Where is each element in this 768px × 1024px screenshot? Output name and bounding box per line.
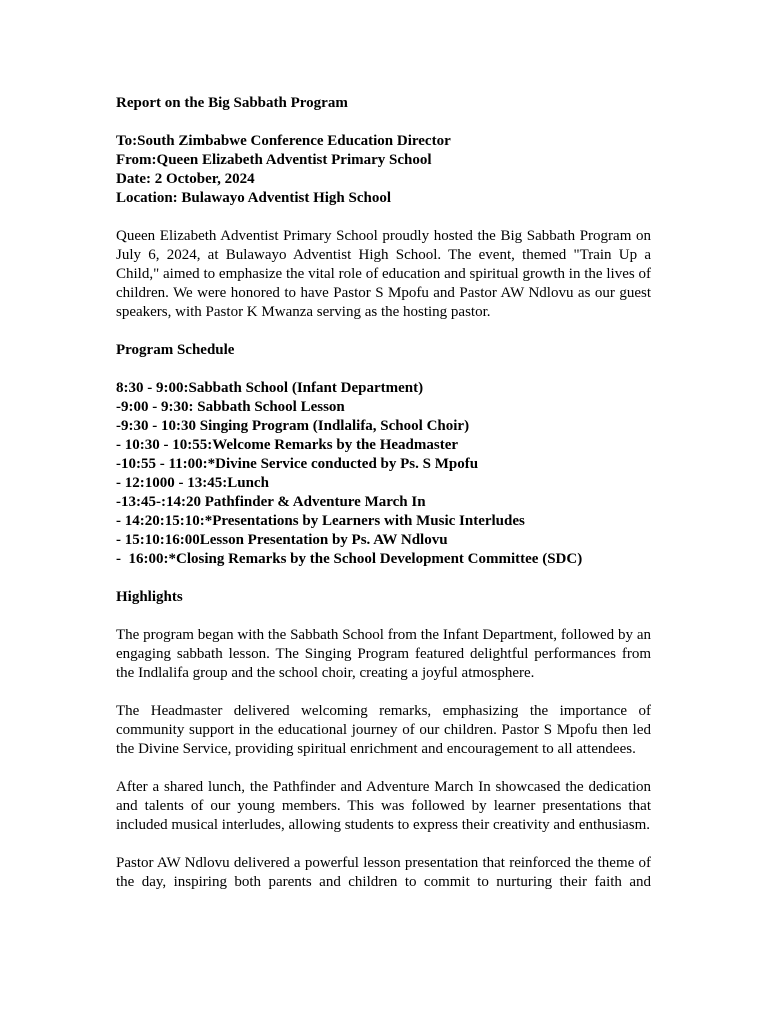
schedule-item: -9:00 - 9:30: Sabbath School Lesson bbox=[116, 399, 345, 415]
spacer bbox=[116, 835, 651, 854]
header-date: Date: 2 October, 2024 bbox=[116, 171, 255, 187]
spacer bbox=[116, 208, 651, 227]
highlight-paragraph: The Headmaster delivered welcoming remarks, emphasizing the importance of community support in the educational journey of our children. Pastor S Mpofu then led the Divine Service, providing spiritual enrichment and encouragement to all attendees. bbox=[116, 703, 651, 757]
spacer bbox=[116, 322, 651, 341]
report-title: Report on the Big Sabbath Program bbox=[116, 95, 348, 111]
schedule-item: -10:55 - 11:00:*Divine Service conducted by Ps. S Mpofu bbox=[116, 456, 479, 472]
spacer bbox=[116, 759, 651, 778]
spacer bbox=[116, 569, 651, 588]
schedule-item: - 10:30 - 10:55:Welcome Remarks by the Headmaster bbox=[116, 437, 459, 453]
schedule-item: 8:30 - 9:00:Sabbath School (Infant Department) bbox=[116, 380, 424, 396]
spacer bbox=[116, 607, 651, 626]
highlight-paragraph: The program began with the Sabbath School from the Infant Department, followed by an engaging sabbath lesson. The Singing Program featured delightful performances from the Indlalifa group and the school choir, creating a joyful atmosphere. bbox=[116, 627, 651, 681]
report-header bbox=[116, 132, 651, 208]
highlight-paragraph: After a shared lunch, the Pathfinder and Adventure March In showcased the dedication and talents of our young members. This was followed by learner presentations that included musical interludes, allowing students to express their creativity and enthusiasm. bbox=[116, 779, 651, 833]
intro-paragraph: Queen Elizabeth Adventist Primary School proudly hosted the Big Sabbath Program on July 6, 2024, at Bulawayo Adventist High School. The event, themed "Train Up a Child," aimed to emphasize the vital role of education and spiritual growth in the lives of children. We were honored to have Pastor S Mpofu and Pastor AW Ndlovu as our guest speakers, with Pastor K Mwanza serving as the hosting pastor. bbox=[116, 228, 651, 320]
schedule-item: - 15:10:16:00Lesson Presentation by Ps. AW Ndlovu bbox=[116, 532, 448, 548]
schedule-item: - 14:20:15:10:*Presentations by Learners with Music Interludes bbox=[116, 513, 525, 529]
schedule-heading: Program Schedule bbox=[116, 342, 235, 358]
header-to: To:South Zimbabwe Conference Education Director bbox=[116, 133, 451, 149]
highlight-paragraph: Pastor AW Ndlovu delivered a powerful lesson presentation that reinforced the theme of the day, inspiring both parents and children to commit to nurturing their faith and bbox=[116, 855, 651, 890]
schedule-item: -9:30 - 10:30 Singing Program (Indlalifa, School Choir) bbox=[116, 418, 470, 434]
spacer bbox=[116, 360, 651, 379]
schedule-list bbox=[116, 379, 651, 569]
document-page bbox=[116, 94, 651, 892]
highlights-heading: Highlights bbox=[116, 589, 183, 605]
spacer bbox=[116, 113, 651, 132]
schedule-item: - 12:1000 - 13:45:Lunch bbox=[116, 475, 269, 491]
header-location: Location: Bulawayo Adventist High School bbox=[116, 190, 392, 206]
header-from: From:Queen Elizabeth Adventist Primary School bbox=[116, 152, 432, 168]
schedule-item: - 16:00:*Closing Remarks by the School Development Committee (SDC) bbox=[116, 551, 583, 567]
spacer bbox=[116, 683, 651, 702]
schedule-item: -13:45-:14:20 Pathfinder & Adventure March In bbox=[116, 494, 426, 510]
